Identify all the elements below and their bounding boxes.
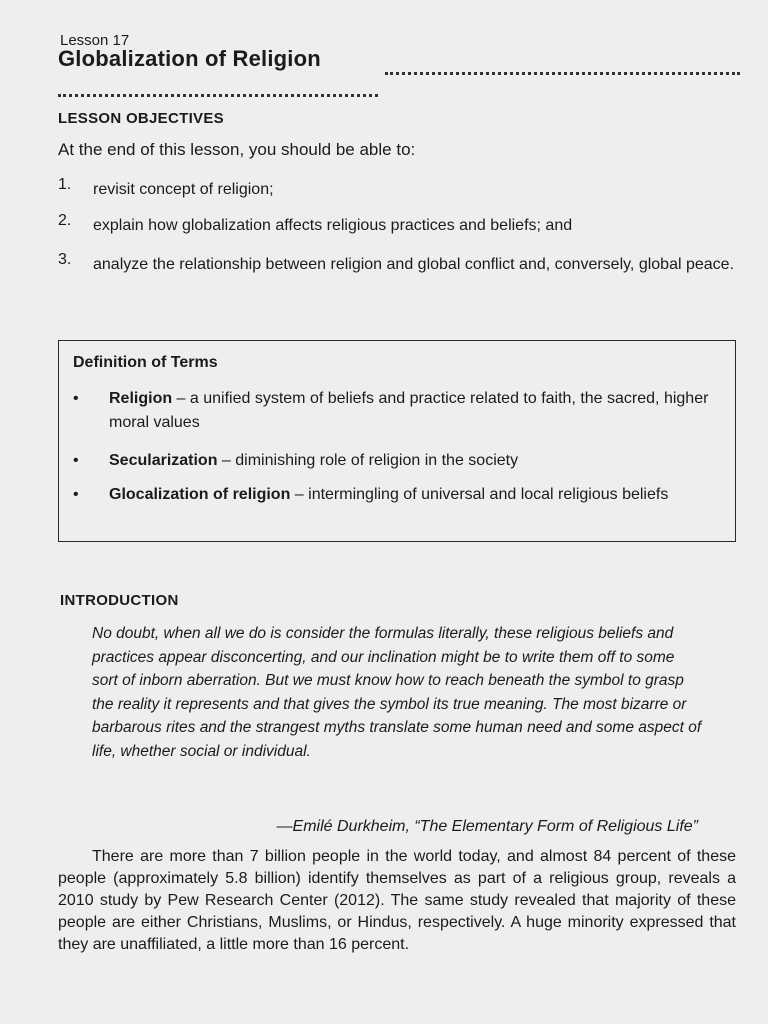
lesson-title: Globalization of Religion [58,46,321,71]
objective-text: explain how globalization affects religious practices and beliefs; and [93,217,573,234]
bullet: • [73,452,79,469]
definitions-heading: Definition of Terms [73,354,218,371]
term-definition: – a unified system of beliefs and practice related to faith, the sacred, higher moral values [109,390,709,431]
objective-item [58,212,748,240]
term-definition: – intermingling of universal and local religious beliefs [290,486,669,503]
objective-item [58,251,748,279]
term-name: Secularization [109,452,218,469]
objective-number: 2. [58,212,72,229]
definition-item [73,449,723,473]
title-dotted-rule-right [385,72,740,75]
objective-item [58,176,748,204]
objectives-intro: At the end of this lesson, you should be able to: [58,140,416,159]
term-name: Glocalization of religion [109,486,291,503]
lesson-number: Lesson 17 [60,32,130,49]
bullet: • [73,390,79,407]
introduction-heading: INTRODUCTION [60,592,179,609]
objective-number: 3. [58,251,72,268]
quote-attribution: —Emilé Durkheim, “The Elementary Form of Religious Life” [276,818,698,835]
definition-item [73,483,723,507]
term-definition: – diminishing role of religion in the society [217,452,519,469]
bullet: • [73,486,79,503]
paragraph-text: There are more than 7 billion people in the world today, and almost 84 percent of these people (approximately 5.8 billion) identify themselves as part of a religious group, reveals a 2010 study by Pew Research Center (2012). The same study revealed that majority of these people are either Christians, Muslims, or Hindus, respectively. A huge minority expressed that they are unaffiliated, a little more than 16 percent. [58,848,736,953]
objectives-heading: LESSON OBJECTIVES [58,110,224,127]
objective-text: analyze the relationship between religion and global conflict and, conversely, global peace. [93,256,735,273]
title-dotted-rule-left [58,94,378,97]
definition-of-terms-box [58,340,736,542]
objective-number: 1. [58,176,72,193]
epigraph-quote: No doubt, when all we do is consider the formulas literally, these religious beliefs and practices appear disconcerting, and our inclination might be to write them off to some sort of inborn aberration. But we must know how to reach beneath the symbol to grasp the reality it represents and that gives the symbol its true meaning. The most bizarre or barbarous rites and the strangest myths translate some human need and some aspect of life, whether social or individual. [92,625,702,760]
definition-item [73,387,723,435]
body-paragraph [58,846,736,956]
term-name: Religion [109,390,173,407]
objective-text: revisit concept of religion; [93,181,274,198]
